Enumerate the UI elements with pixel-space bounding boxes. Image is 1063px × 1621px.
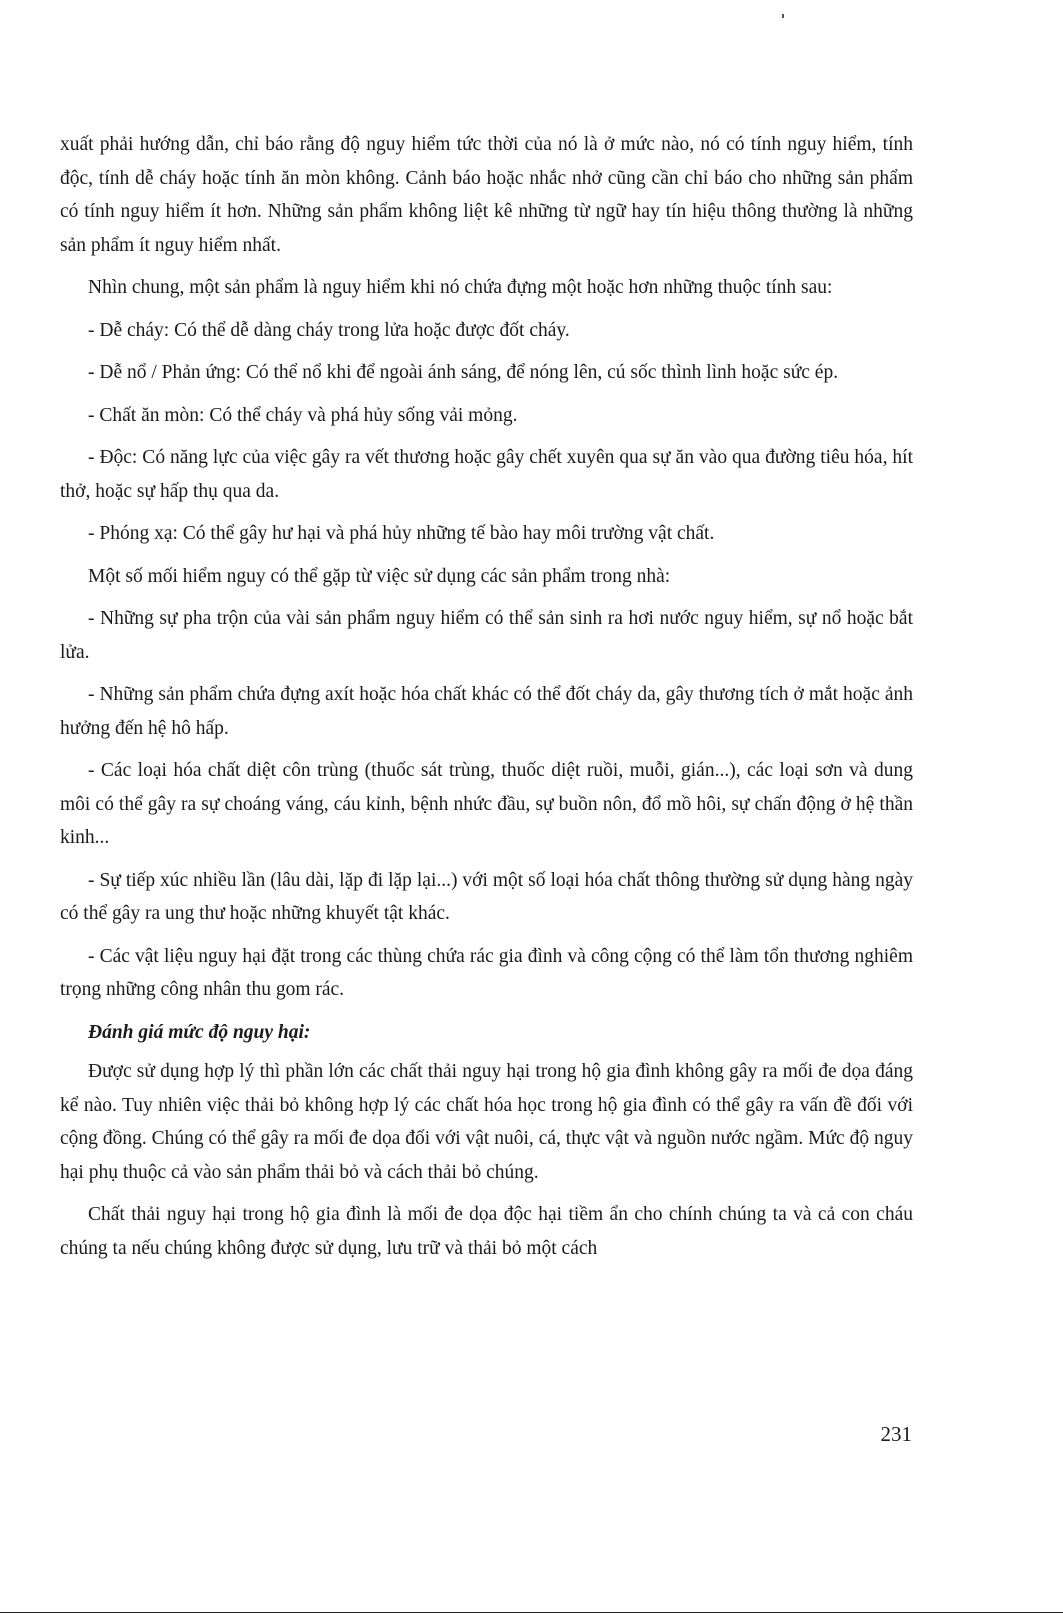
list-item-corrosive: - Chất ăn mòn: Có thể cháy và phá hủy sống vải mỏng. bbox=[88, 404, 518, 426]
list-item-acids: - Những sản phẩm chứa đựng axít hoặc hóa chất khác có thể đốt cháy da, gây thương tích ở mắt hoặc ảnh hưởng đến hệ hô hấp. bbox=[60, 684, 913, 739]
page-number: 231 bbox=[880, 1422, 912, 1446]
paragraph-properties-intro: Nhìn chung, một sản phẩm là nguy hiểm khi nó chứa đựng một hoặc hơn những thuộc tính sau: bbox=[88, 277, 833, 298]
bottom-border-line bbox=[0, 1612, 1063, 1613]
paragraph-threat: Chất thải nguy hại trong hộ gia đình là mối đe dọa độc hại tiềm ẩn cho chính chúng ta và cả con cháu chúng ta nếu chúng không được sử dụng, lưu trữ và thải bỏ một cách bbox=[60, 1204, 913, 1259]
scan-artifact-mark bbox=[782, 14, 784, 18]
list-item-toxic: - Độc: Có năng lực của việc gây ra vết thương hoặc gây chết xuyên qua sự ăn vào qua đường tiêu hóa, hít thở, hoặc sự hấp thụ qua da. bbox=[60, 447, 913, 502]
paragraph-assessment: Được sử dụng hợp lý thì phần lớn các chất thải nguy hại trong hộ gia đình không gây ra mối đe dọa đáng kể nào. Tuy nhiên việc thải bỏ không hợp lý các chất hóa học trong hộ gia đình có thể gây ra vấn đề đối với cộng đồng. Chúng có thể gây ra mối đe dọa đối với vật nuôi, cá, thực vật và nguồn nước ngầm. Mức độ nguy hại phụ thuộc cả vào sản phẩm thải bỏ và cách thải bỏ chúng. bbox=[60, 1061, 913, 1183]
list-item-waste-bins: - Các vật liệu nguy hại đặt trong các thùng chứa rác gia đình và công cộng có thể làm tổn thương nghiêm trọng những công nhân thu gom rác. bbox=[60, 945, 913, 1000]
list-item-radioactive: - Phóng xạ: Có thể gây hư hại và phá hủy những tế bào hay môi trường vật chất. bbox=[88, 523, 715, 544]
list-item-pesticides: - Các loại hóa chất diệt côn trùng (thuốc sát trùng, thuốc diệt ruồi, muỗi, gián...), các loại sơn và dung môi có thể gây ra sự choáng váng, cáu kỉnh, bệnh nhức đầu, sự buồn nôn, đổ mồ hôi, sự chấn động ở hệ thần kinh... bbox=[60, 760, 913, 848]
list-item-mixtures: - Những sự pha trộn của vài sản phẩm nguy hiểm có thể sản sinh ra hơi nước nguy hiểm, sự nổ hoặc bắt lửa. bbox=[60, 608, 913, 663]
body-text bbox=[60, 128, 913, 1274]
list-item-flammable: - Dễ cháy: Có thể dễ dàng cháy trong lửa hoặc được đốt cháy. bbox=[88, 319, 570, 341]
list-item-repeated-exposure: - Sự tiếp xúc nhiều lần (lâu dài, lặp đi lặp lại...) với một số loại hóa chất thông thường sử dụng hàng ngày có thể gây ra ung thư hoặc những khuyết tật khác. bbox=[60, 869, 913, 924]
list-item-explosive: - Dễ nổ / Phản ứng: Có thể nổ khi để ngoài ánh sáng, để nóng lên, cú sốc thình lình hoặc sức ép. bbox=[88, 362, 839, 383]
paragraph-continuation: xuất phải hướng dẫn, chỉ báo rằng độ nguy hiểm tức thời của nó là ở mức nào, nó có tính nguy hiểm, tính độc, tính dễ cháy hoặc tính ăn mòn không. Cảnh báo hoặc nhắc nhở cũng cần chỉ báo cho những sản phẩm có tính nguy hiểm ít hơn. Những sản phẩm không liệt kê những từ ngữ hay tín hiệu thông thường là những sản phẩm ít nguy hiểm nhất. bbox=[60, 134, 913, 256]
paragraph-hazards-intro: Một số mối hiểm nguy có thể gặp từ việc sử dụng các sản phẩm trong nhà: bbox=[88, 565, 671, 587]
section-heading: Đánh giá mức độ nguy hại: bbox=[88, 1021, 311, 1043]
